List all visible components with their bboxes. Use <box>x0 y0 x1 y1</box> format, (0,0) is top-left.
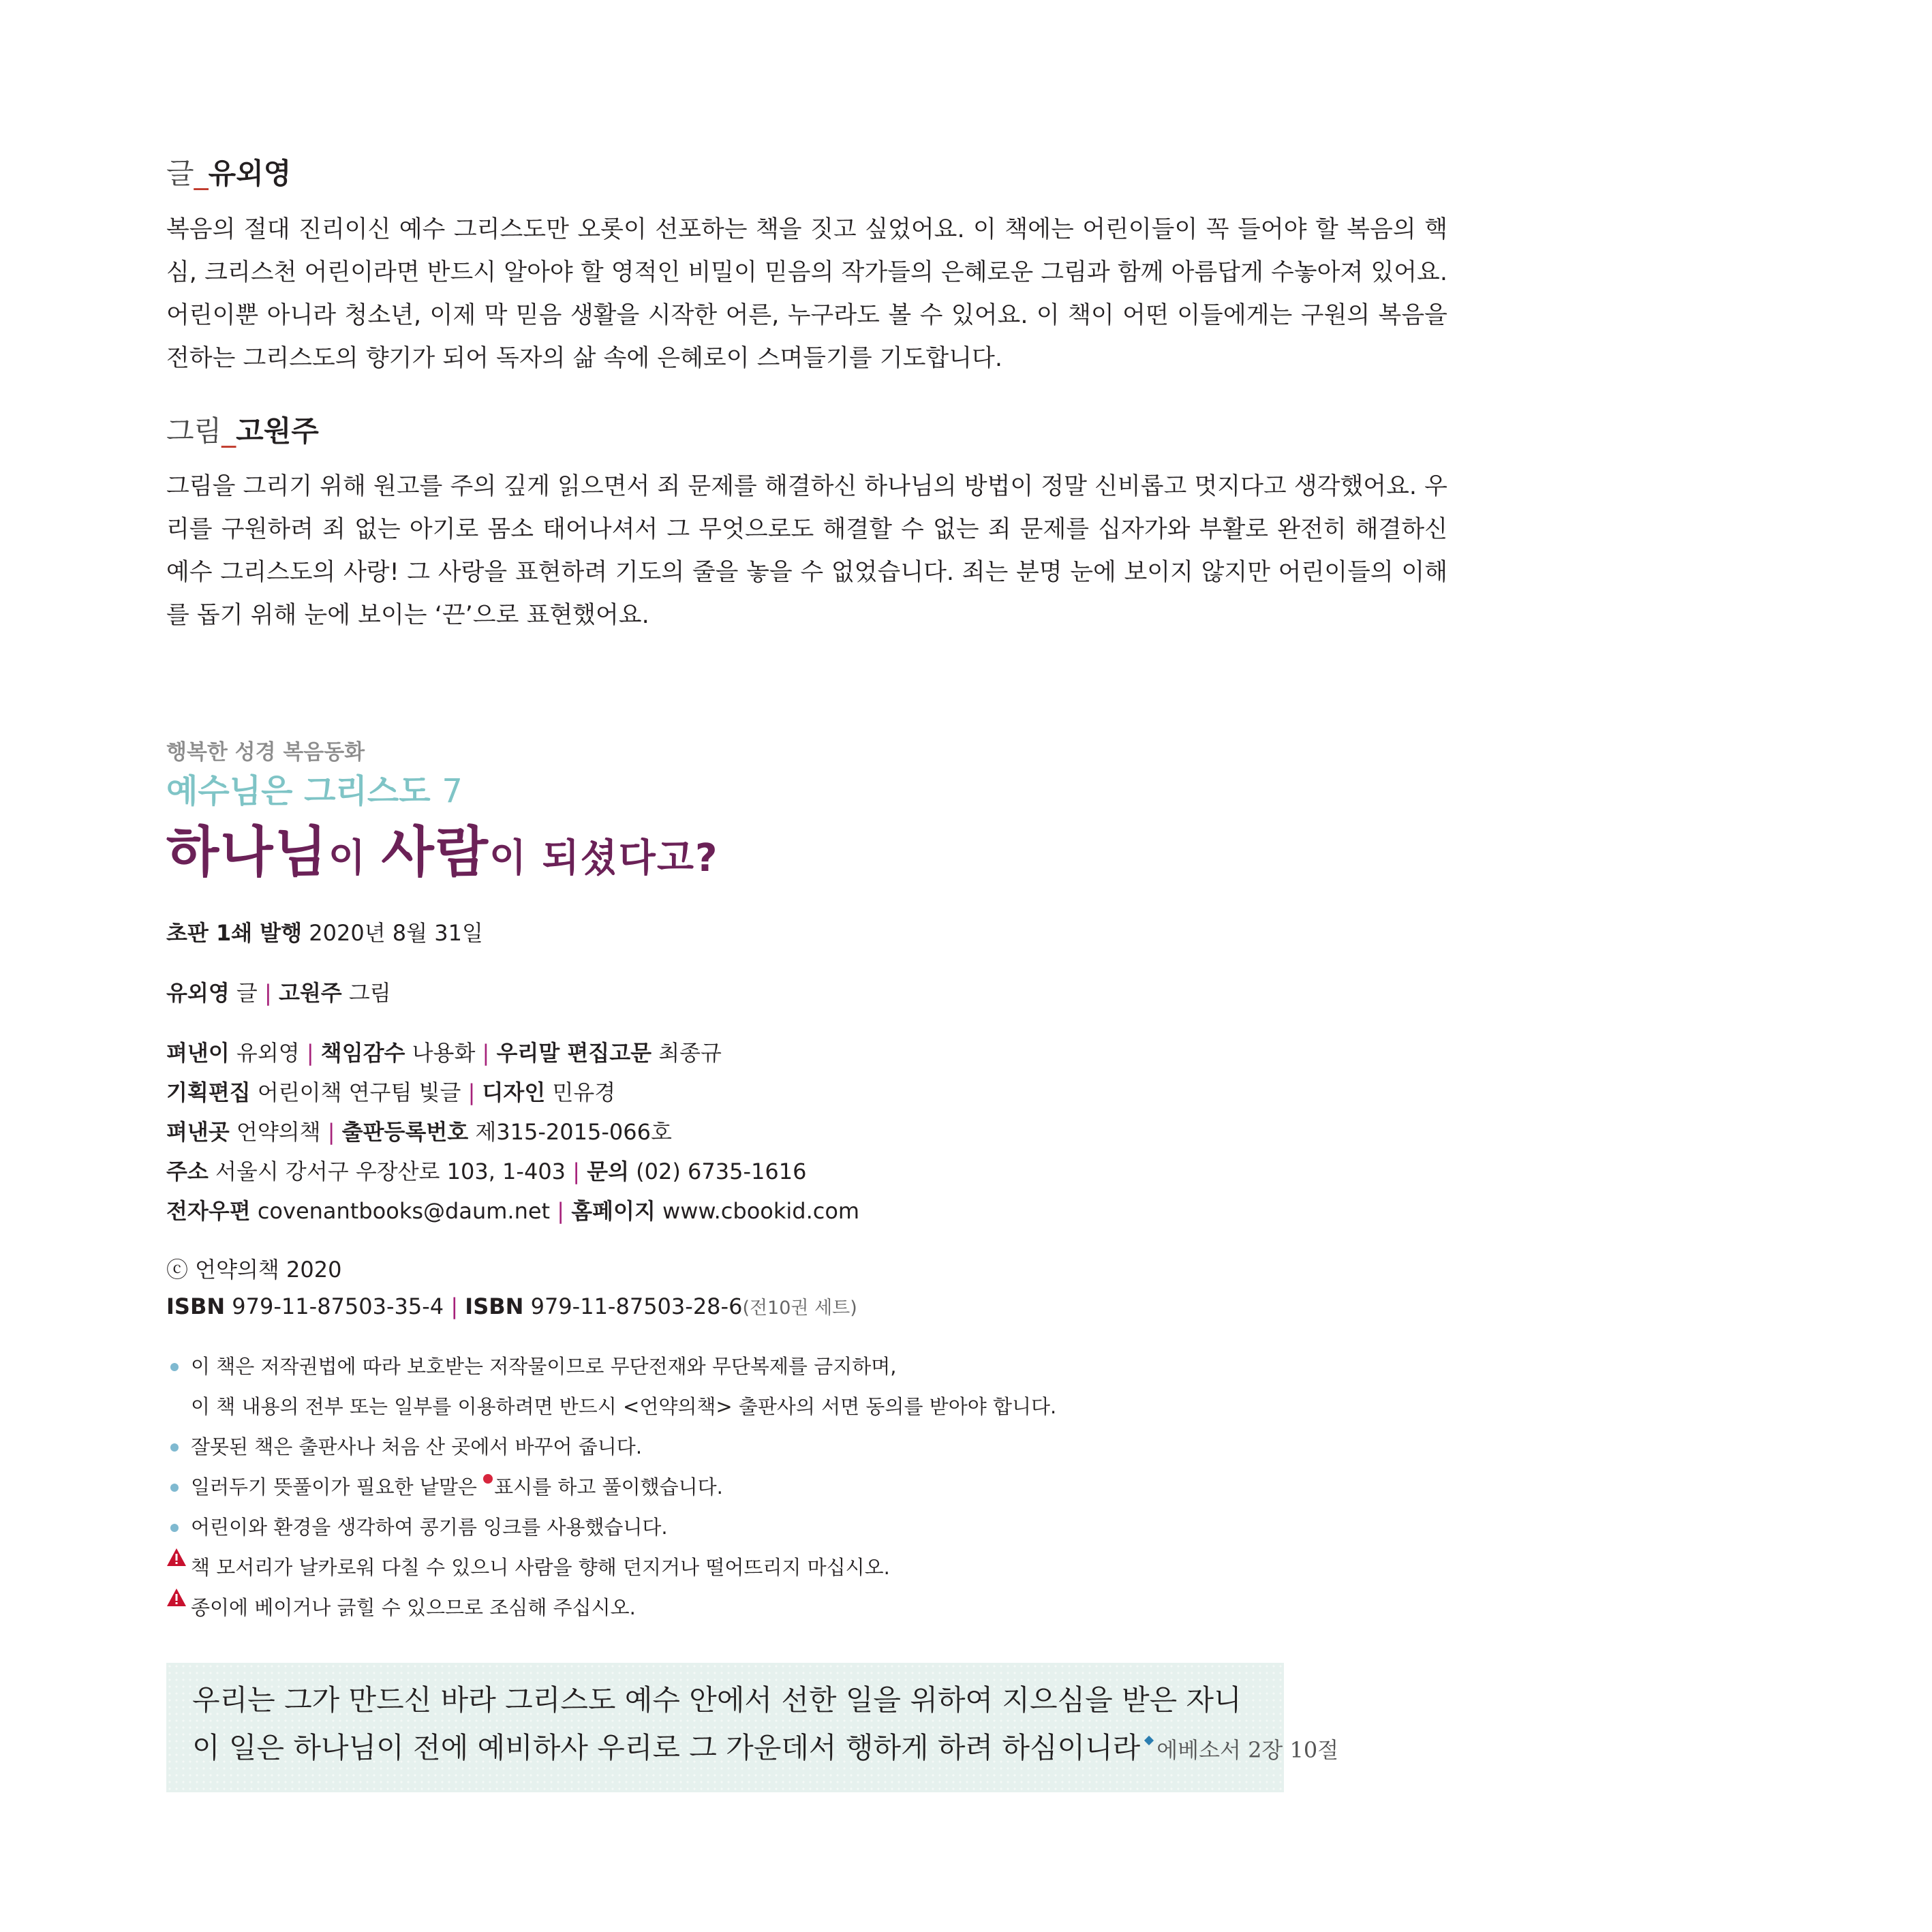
publisher: 언약의책 <box>236 1119 321 1145</box>
separator: | <box>306 1040 314 1066</box>
writer-role: 글 <box>166 157 194 190</box>
isbn-2: 979-11-87503-28-6 <box>530 1293 743 1319</box>
notice-glossary-after: 표시를 하고 풀이했습니다. <box>494 1475 723 1499</box>
notice-item <box>166 1467 1056 1507</box>
illustrator-bio: 그림을 그리기 위해 원고를 주의 깊게 읽으면서 죄 문제를 해결하신 하나님의 방법이 정말 신비롭고 멋지다고 생각했어요. 우리를 구원하려 죄 없는 아기로 몸소 태어나셔서 그 무엇으로도 해결할 수 없는 죄 문제를 십자가와 부활로 완전히 해결하신 예수 그리스도의 사랑! 그 사랑을 표현하려 기도의 줄을 놓을 수 없었습니다. 죄는 분명 눈에 보이지 않지만 어린이들의 이해를 돕기 위해 눈에 보이는 ‘끈’으로 표현했어요. <box>166 473 1447 629</box>
design: 민유경 <box>552 1079 616 1105</box>
notice-ink: 어린이와 환경을 생각하여 콩기름 잉크를 사용했습니다. <box>191 1516 668 1539</box>
separator: | <box>264 980 272 1006</box>
web-line <box>166 1191 859 1231</box>
planning-label: 기획편집 <box>166 1079 251 1105</box>
credit-illustrator-role: 그림 <box>348 980 391 1006</box>
warning-item <box>166 1548 1056 1588</box>
warning-corners: 책 모서리가 날카로워 다칠 수 있으니 사람을 향해 던지거나 떨어뜨리지 마십시오. <box>191 1556 890 1579</box>
bullet-icon <box>170 1484 179 1492</box>
bible-verse-box <box>166 1663 1339 1792</box>
publisher-line <box>166 1112 672 1152</box>
notice-item <box>166 1347 1056 1427</box>
first-print-label: 초판 1쇄 발행 <box>166 920 303 946</box>
notice-copyright-line-1: 이 책은 저작권법에 따라 보호받는 저작물이므로 무단전재와 무단복제를 금지하며, <box>191 1355 897 1378</box>
title-part-3: 사람 <box>381 821 489 884</box>
writer-bio: 복음의 절대 진리이신 예수 그리스도만 오롯이 선포하는 책을 짓고 싶었어요. 이 책에는 어린이들이 꼭 들어야 할 복음의 핵심, 크리스천 어린이라면 반드시 알아야 할 영적인 비밀이 믿음의 작가들의 은혜로운 그림과 함께 아름답게 수놓아져 있어요. 어린이뿐 아니라 청소년, 이제 막 믿음 생활을 시작한 어른, 누구라도 볼 수 있어요. 이 책이 어떤 이들에게는 구원의 복음을 전하는 그리스도의 향기가 되어 독자의 삶 속에 은혜로이 스며들기를 기도합니다. <box>166 216 1448 372</box>
publisher-person-label: 펴낸이 <box>166 1040 230 1066</box>
address: 서울시 강서구 우장산로 103, 1-403 <box>215 1159 566 1184</box>
bullet-icon <box>170 1363 179 1371</box>
writer-name: 유외영 <box>208 157 292 190</box>
verse-line-2: 이 일은 하나님이 전에 예비하사 우리로 그 가운데서 행하게 하려 하심이니라 <box>192 1731 1141 1764</box>
copyright-line: ⓒ 언약의책 2020 <box>166 1257 342 1283</box>
homepage-label: 홈페이지 <box>571 1198 656 1224</box>
staff-line-1 <box>166 1033 722 1073</box>
supervisor-label: 책임감수 <box>320 1040 405 1066</box>
address-label: 주소 <box>166 1159 209 1184</box>
credit-writer-name: 유외영 <box>166 980 230 1006</box>
warning-icon <box>166 1588 187 1607</box>
supervisor: 나용화 <box>412 1040 476 1066</box>
title-part-2: 이 <box>328 836 382 880</box>
title-part-5: 되셨다고? <box>542 836 719 880</box>
homepage: www.cbookid.com <box>662 1198 860 1224</box>
red-dot-icon <box>483 1474 493 1484</box>
illustrator-role: 그림 <box>166 414 222 448</box>
verse-reference: 에베소서 2장 10절 <box>1156 1737 1339 1763</box>
credits-line <box>166 973 391 1013</box>
registration: 제315-2015-066호 <box>475 1119 672 1145</box>
illustrator-heading <box>166 413 319 450</box>
verse-line-2-row <box>192 1724 1339 1774</box>
staff-line-2 <box>166 1073 615 1112</box>
notice-glossary-before: 일러두기 뜻풀이가 필요한 낱말은 <box>191 1475 484 1499</box>
first-print-date: 2020년 8월 31일 <box>309 920 483 946</box>
separator: | <box>450 1293 459 1319</box>
separator: | <box>467 1079 476 1105</box>
publisher-person: 유외영 <box>236 1040 300 1066</box>
notice-item <box>166 1507 1056 1548</box>
advisor: 최종규 <box>658 1040 722 1066</box>
separator: | <box>557 1198 565 1224</box>
isbn-line <box>166 1287 857 1328</box>
email-label: 전자우편 <box>166 1198 251 1224</box>
design-label: 디자인 <box>482 1079 546 1105</box>
title-part-1: 하나님 <box>166 821 328 884</box>
planning: 어린이책 연구팀 빛글 <box>257 1079 461 1105</box>
book-subtitle <box>166 765 463 812</box>
credit-writer-role: 글 <box>236 980 258 1006</box>
book-subtitle-text: 예수님은 그리스도 <box>166 772 431 810</box>
isbn-1: 979-11-87503-35-4 <box>232 1293 444 1319</box>
diamond-icon <box>1144 1736 1154 1745</box>
notice-list <box>166 1347 1056 1628</box>
notice-copyright-line-2: 이 책 내용의 전부 또는 일부를 이용하려면 반드시 <언약의책> 출판사의 서면 동의를 받아야 합니다. <box>191 1395 1057 1418</box>
writer-heading <box>166 155 291 192</box>
email: covenantbooks@daum.net <box>257 1198 551 1224</box>
notice-glossary <box>191 1467 723 1507</box>
isbn-label: ISBN <box>166 1293 226 1319</box>
bullet-icon <box>170 1443 179 1452</box>
book-subtitle-number: 7 <box>442 772 463 810</box>
warning-item <box>166 1588 1056 1628</box>
publisher-label: 펴낸곳 <box>166 1119 230 1145</box>
verse-line-1: 우리는 그가 만드신 바라 그리스도 예수 안에서 선한 일을 위하여 지으심을 받은 자니 <box>192 1683 1242 1717</box>
isbn-label: ISBN <box>465 1293 524 1319</box>
contact: (02) 6735-1616 <box>636 1159 807 1184</box>
separator: | <box>572 1159 580 1184</box>
address-line <box>166 1152 806 1191</box>
contact-label: 문의 <box>587 1159 629 1184</box>
credit-illustrator-name: 고원주 <box>278 980 342 1006</box>
notice-item <box>166 1427 1056 1467</box>
illustrator-name: 고원주 <box>236 414 319 448</box>
advisor-label: 우리말 편집고문 <box>496 1040 652 1066</box>
separator: | <box>327 1119 335 1145</box>
separator: | <box>482 1040 490 1066</box>
writer-separator: _ <box>194 157 209 190</box>
notice-exchange: 잘못된 책은 출판사나 처음 산 곳에서 바꾸어 줍니다. <box>191 1435 643 1458</box>
series-name: 행복한 성경 복음동화 <box>166 740 365 765</box>
first-print-line <box>166 913 483 953</box>
registration-label: 출판등록번호 <box>341 1119 469 1145</box>
book-title <box>166 808 718 887</box>
warning-paper: 종이에 베이거나 긁힐 수 있으므로 조심해 주십시오. <box>191 1596 636 1619</box>
warning-icon <box>166 1548 187 1567</box>
title-part-4: 이 <box>489 836 542 880</box>
bullet-icon <box>170 1524 179 1532</box>
illustrator-separator: _ <box>221 414 236 448</box>
isbn-set-note: (전10권 세트) <box>742 1298 857 1319</box>
